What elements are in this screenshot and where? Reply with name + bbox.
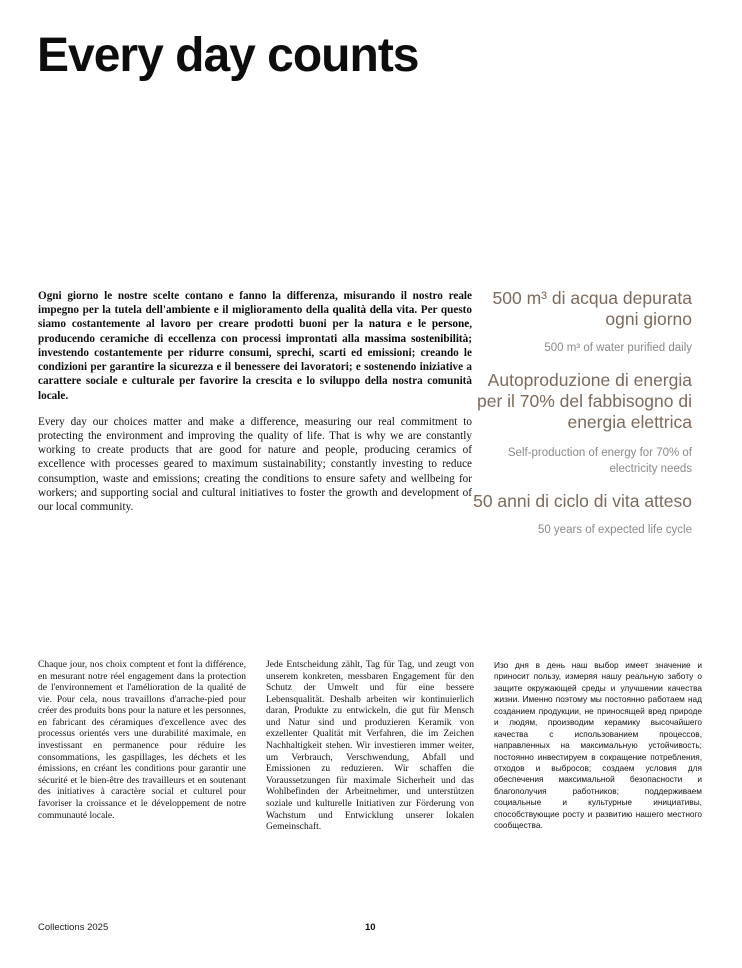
text-segment: . Per questo siamo costantemente al lavoro per creare prodotti buoni per la bbox=[38, 304, 472, 331]
text-segment: e le bbox=[401, 318, 432, 331]
italian-paragraph bbox=[38, 289, 472, 403]
stat-main: 500 m³ di acqua depurata ogni giorno bbox=[492, 288, 692, 329]
russian-column: Изо дня в день наш выбор имеет значение и приносит пользу, измеряя нашу реальную заботу о защите окружающей среды и улучшении качества жизни. Именно поэтому мы постоянно работаем над созданием продукции, не приносящей вред природе и людям, производим керамику высочайшего качества с использованием процессов, направленных на максимальную устойчивость; постоянно инвестируем в сокращение потребления, отходов и выбросов; создаем условия для обеспечения максимальной безопасности и благополучия работников; поддерживаем социальные и культурные инициативы, способствующие росту и развитию нашего местного сообщества. bbox=[494, 660, 702, 831]
stats-panel bbox=[462, 288, 692, 552]
text-segment: , producendo ceramiche di eccellenza con processi improntati alla bbox=[38, 318, 472, 345]
translations bbox=[38, 660, 702, 834]
text-segment: e il miglioramento della bbox=[210, 304, 333, 317]
stat-main: 50 anni di ciclo di vita atteso bbox=[473, 491, 692, 512]
page-title: Every day counts bbox=[37, 29, 419, 82]
emphasis-text: persone bbox=[431, 318, 470, 331]
emphasis-text: massima sostenibilità bbox=[364, 332, 469, 345]
stat-water bbox=[462, 288, 692, 356]
intro-text bbox=[38, 289, 472, 526]
stat-sub: 50 years of expected life cycle bbox=[537, 524, 692, 537]
german-column: Jede Entscheidung zählt, Tag für Tag, und zeugt von unserem konkreten, messbaren Engagement für den Schutz der Umwelt und für eine bessere Lebensqualität. Deshalb arbeiten wir kontinuierlich daran, Produkte zu entwickeln, die gut für Mensch und Natur sind und produzieren Keramik von exzellenter Qualität mit Verfahren, die im Zeichen Nachhaltigkeit stehen. Wir investieren immer weiter, um Verbrauch, Verschwendung, Abfall und Emissionen zu reduzieren. Wir schaffen die Voraussetzungen für maximale Sicherheit und das Wohlbefinden der Arbeitnehmer, und unterstützen soziale und kulturelle Initiativen zur Förderung von Wachstum und Entwicklung unserer lokalen Gemeinschaft. bbox=[266, 660, 474, 833]
english-paragraph: Every day our choices matter and make a difference, measuring our real commitment to protecting the environment and improving the quality of life. That is why we are constantly working to create products that are good for nature and people, producing ceramics of excellence with processes geared to maximum sustainability; constantly investing to reduce consumption, waste and emissions; creating the conditions to ensure safety and wellbeing for workers; and supporting social and cultural initiatives to foster the growth and development of our local community. bbox=[38, 415, 472, 514]
stat-sub: 500 m³ of water purified daily bbox=[544, 342, 692, 354]
stat-sub: Self-production of energy for 70% of electricity needs bbox=[507, 447, 692, 476]
page-number: 10 bbox=[365, 922, 376, 933]
stat-life-cycle bbox=[462, 491, 692, 538]
text-segment: Ogni giorno le nostre scelte contano e fanno la differenza, misurando il nostro reale impegno per la tutela dell' bbox=[38, 290, 472, 317]
stat-energy bbox=[462, 370, 692, 477]
emphasis-text: qualità della vita bbox=[332, 304, 415, 317]
emphasis-text: ambiente bbox=[165, 304, 211, 317]
stat-main: Autoproduzione di energia per il 70% del fabbisogno di energia elettrica bbox=[476, 370, 692, 433]
footer-collection: Collections 2025 bbox=[38, 922, 109, 933]
text-segment: ; investendo costantemente per ridurre consumi, sprechi, scarti ed emissioni; creando le condizioni per garantire la sicurezza e il benessere dei lavoratori; e sostenendo iniziative a carattere sociale e culturale per favorire la crescita e lo sviluppo della nostra comunità locale. bbox=[38, 332, 472, 402]
french-column: Chaque jour, nos choix comptent et font la différence, en mesurant notre réel engagement dans la protection de l'environnement et l'amélioration de la qualité de vie. Pour cela, nous travaillons d'arrache-pied pour créer des produits bons pour la nature et les personnes, en fabricant des céramiques d'excellence avec des processus orientés vers une durabilité maximale, en investissant en permanence pour réduire les consommations, les gaspillages, les déchets et les émissions, en créant les conditions pour garantir une sécurité et le bien-être des travailleurs et en soutenant des initiatives à caractère social et culturel pour favoriser la croissance et le développement de notre communauté locale. bbox=[38, 660, 246, 821]
emphasis-text: natura bbox=[368, 318, 402, 331]
